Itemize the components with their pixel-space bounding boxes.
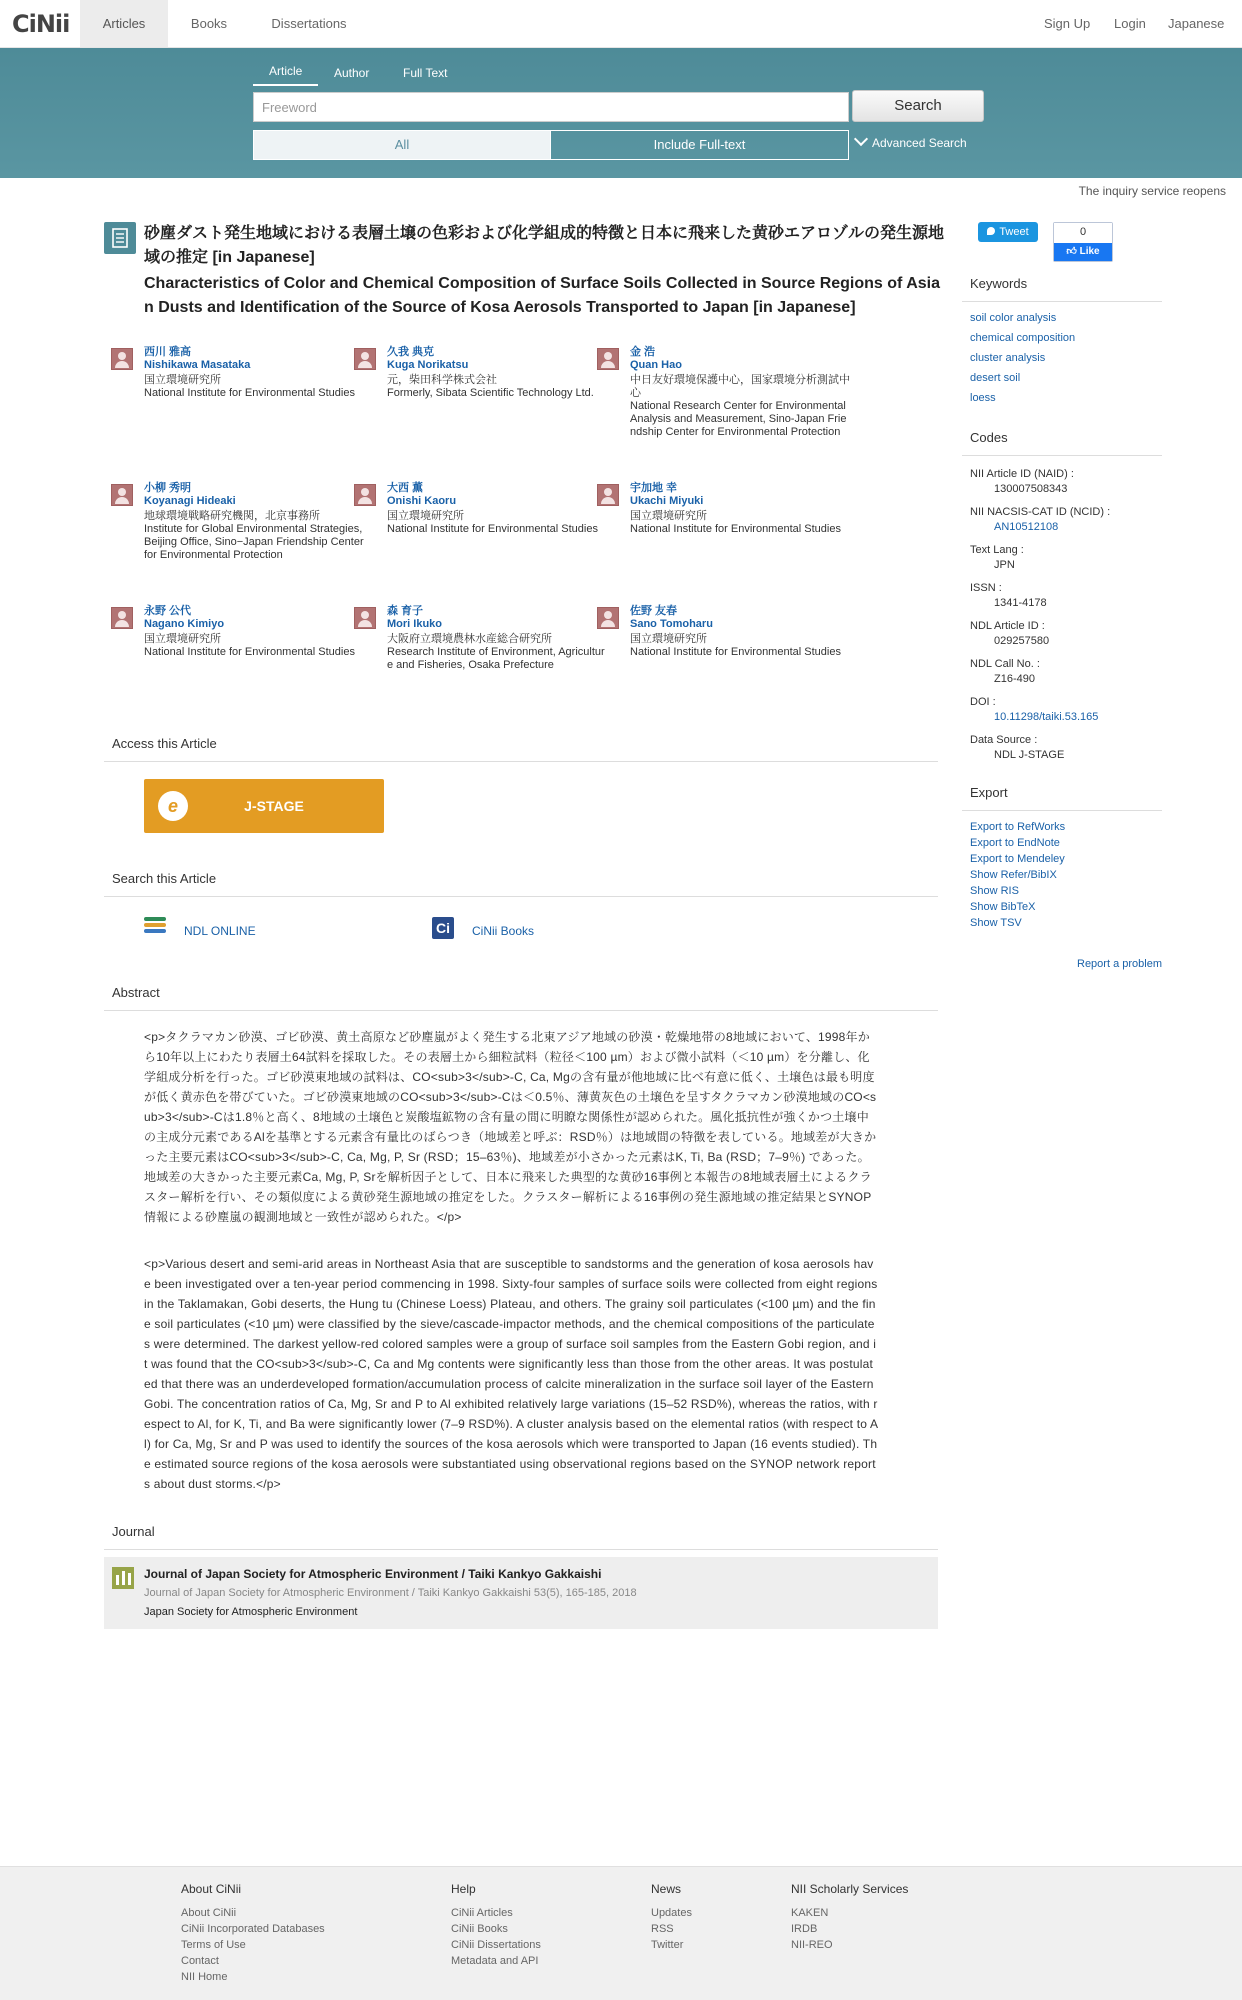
footer-link[interactable]: IRDB xyxy=(791,1923,818,1935)
avatar-icon xyxy=(354,607,376,629)
facebook-like-box[interactable] xyxy=(1053,222,1113,262)
code-value[interactable]: 10.11298/taiki.53.165 xyxy=(994,711,1099,723)
scope-all-button[interactable]: All xyxy=(253,130,551,160)
export-link[interactable]: Export to Mendeley xyxy=(970,853,1065,865)
avatar-icon xyxy=(111,484,133,506)
code-entry xyxy=(970,467,1074,497)
author-name-jp[interactable]: 佐野 友春 xyxy=(630,605,678,617)
abstract-heading: Abstract xyxy=(104,983,938,1011)
author-name-en[interactable]: Onishi Kaoru xyxy=(387,495,457,507)
journal-heading: Journal xyxy=(104,1522,938,1550)
search-button[interactable]: Search xyxy=(852,90,984,122)
footer-link[interactable]: Contact xyxy=(181,1955,219,1967)
export-link[interactable]: Export to EndNote xyxy=(970,837,1060,849)
avatar-icon xyxy=(354,348,376,370)
advanced-search-label: Advanced Search xyxy=(872,136,967,150)
code-label: NDL Article ID : xyxy=(970,620,1045,632)
advanced-search-link[interactable] xyxy=(856,136,967,150)
export-heading: Export xyxy=(962,783,1162,811)
thumbs-up-icon: 👍︎ xyxy=(1066,246,1080,257)
avatar-icon xyxy=(111,607,133,629)
tweet-label: Tweet xyxy=(999,226,1029,238)
author-affiliation: 国立環境研究所 National Institute for Environmental Studies xyxy=(144,633,355,658)
code-value[interactable]: AN10512108 xyxy=(994,521,1059,533)
abstract-en: <p>Various desert and semi-arid areas in Northeast Asia that are susceptible to sandstorms and the generation of kosa aerosols have been investigated over a ten-year period commencing in 1998. Sixty-four samples of surface soils were collected from eight regions in the Taklamakan, Gobi deserts, the Hung tu (Chinese Loess) Plateau, and others. The grainy soil particulates (<100 µm) and the fine soil particulates (<10 µm) were classified by the sieve/cascade-impactor methods, and the chemical compositions of the particulates were determined. The darkest yellow-red colored samples were a group of surface soil samples from the Eastern Gobi region, and it was found that the CO<sub>3</sub>-C, Ca and Mg contents were significantly less than those from the other areas. It was postulated that there was an underdeveloped formation/accumulation process of calcite mineralization in the surface soil layer of the Eastern Gobi. The concentration ratios of Ca, Mg, Sr and P to Al exhibited relatively large variations (15–52 RSD%), whereas the ratios, with respect to Al, for K, Ti, and Ba were significantly lower (7–9 RSD%). A cluster analysis based on the elemental ratios (with respect to Al) for Ca, Mg, Sr and P was used to identify the sources of the kosa aerosols which were transported to Japan (16 events studied). The estimated source regions of the kosa aerosols were substantiated using observational regions based on the SYNOP network reports about dust storms.</p> xyxy=(144,1257,879,1491)
code-label: Text Lang : xyxy=(970,544,1024,556)
search-tab-fulltext[interactable]: Full Text xyxy=(403,66,448,80)
nav-tab-articles[interactable]: Articles xyxy=(80,0,168,47)
code-entry xyxy=(970,543,1024,573)
author-affiliation: 元，柴田科学株式会社 Formerly, Sibata Scientific Technology Ltd. xyxy=(387,374,594,399)
ndl-icon xyxy=(144,917,168,939)
journal-box xyxy=(104,1557,938,1629)
access-heading: Access this Article xyxy=(104,734,938,762)
author-name-jp[interactable]: 久我 典克 xyxy=(387,346,435,358)
code-value: 1341-4178 xyxy=(994,597,1047,609)
keyword-link[interactable]: desert soil xyxy=(970,372,1021,384)
code-label: Data Source : xyxy=(970,734,1038,746)
export-link[interactable]: Show TSV xyxy=(970,917,1022,929)
footer-column xyxy=(181,1881,325,1985)
code-label: ISSN : xyxy=(970,582,1002,594)
language-link[interactable]: Japanese xyxy=(1168,16,1225,31)
footer-link[interactable]: Twitter xyxy=(651,1939,684,1951)
ndl-online-link[interactable]: NDL ONLINE xyxy=(184,924,256,938)
keywords-heading: Keywords xyxy=(962,274,1162,302)
code-entry xyxy=(970,581,1047,611)
code-value: 130007508343 xyxy=(994,483,1068,495)
author-card xyxy=(630,605,850,659)
code-entry xyxy=(970,695,1098,725)
author-card xyxy=(387,482,607,536)
footer-heading: News xyxy=(651,1882,682,1896)
journal-title[interactable]: Journal of Japan Society for Atmospheric Environment / Taiki Kankyo Gakkaishi xyxy=(144,1567,602,1581)
author-name-en[interactable]: Sano Tomoharu xyxy=(630,618,713,630)
author-name-en[interactable]: Koyanagi Hideaki xyxy=(144,495,236,507)
cinii-logo[interactable]: CiNii xyxy=(12,10,70,38)
code-entry xyxy=(970,505,1110,535)
avatar-icon xyxy=(354,484,376,506)
cinii-books-link[interactable]: CiNii Books xyxy=(472,924,535,938)
facebook-like-label: Like xyxy=(1079,246,1100,257)
search-input[interactable]: Freeword xyxy=(253,92,849,122)
author-card xyxy=(387,346,607,400)
cinii-books-icon: Ci xyxy=(432,917,454,939)
author-name-jp[interactable]: 西川 雅高 xyxy=(144,346,192,358)
author-name-jp[interactable]: 宇加地 幸 xyxy=(630,482,678,494)
author-name-en[interactable]: Kuga Norikatsu xyxy=(387,359,469,371)
footer-heading: Help xyxy=(451,1882,476,1896)
footer-link[interactable]: KAKEN xyxy=(791,1907,829,1919)
author-affiliation: 大阪府立環境農林水産総合研究所 Research Institute of Environment, Agriculture and Fisheries, Osaka Prefecture xyxy=(387,633,605,671)
search-article-heading: Search this Article xyxy=(104,869,938,897)
footer-column xyxy=(791,1881,908,1953)
author-name-en[interactable]: Nishikawa Masataka xyxy=(144,359,251,371)
code-entry xyxy=(970,733,1064,763)
abstract-jp: <p>タクラマカン砂漠、ゴビ砂漠、黄土高原など砂塵嵐がよく発生する北東アジア地域の砂漠・乾燥地帯の8地域において、1998年から10年以上にわたり表層土64試料を採取した。その表層土から細粒試料（粒径＜100 µm）および微小試料（＜10 µm）を分離し、化学組成分析を行った。ゴビ砂漠東地域の試料は、CO<sub>3</sub>-C, Ca, Mgの含有量が他地域に比べ有意に低く、土壌色は最も明度が低く黄赤色を帯びていた。ゴビ砂漠東地域のCO<sub>3</sub>-Cは＜0.5％、薄黄灰色の土壌色を呈すタクラマカン砂漠地域のCO<sub>3</sub>-Cは1.8％と高く、8地域の土壌色と炭酸塩鉱物の含有量の間に明瞭な関係性が認められた。風化抵抗性が強くかつ土壌中の主成分元素であるAlを基準とする元素含有量比のばらつき（地域差と呼ぶ：RSD％）は地域間の特徴を表している。地域差が大きかった主要元素はCO<sub>3</sub>-C, Ca, Mg, P, Sr (RSD；15–63％)、地域差が小さかった元素はK, Ti, Ba (RSD；7–9％) であった。地域差の大きかった主要元素Ca, Mg, P, Srを解析因子として、日本に飛来した典型的な黄砂16事例と本報告の8地域表層土によるクラスター解析を行い、その類似度による黄砂発生源地域の推定をした。クラスター解析による16事例の発生源地域の推定結果とSYNOP情報による砂塵嵐の観測地域と一致性が認められた。</p> xyxy=(144,1030,877,1224)
author-card xyxy=(630,482,850,536)
footer-link[interactable]: Terms of Use xyxy=(181,1939,246,1951)
export-link[interactable]: Show BibTeX xyxy=(970,901,1036,913)
twitter-icon xyxy=(987,227,995,235)
journal-icon xyxy=(112,1567,134,1589)
export-link[interactable]: Export to RefWorks xyxy=(970,821,1066,833)
code-entry xyxy=(970,619,1049,649)
footer-link[interactable]: CiNii Incorporated Databases xyxy=(181,1923,325,1935)
footer-link[interactable]: NII Home xyxy=(181,1971,228,1983)
footer-link[interactable]: CiNii Books xyxy=(451,1923,508,1935)
code-value: 029257580 xyxy=(994,635,1050,647)
avatar-icon xyxy=(111,348,133,370)
footer-link[interactable]: Metadata and API xyxy=(451,1955,539,1967)
author-name-jp[interactable]: 森 育子 xyxy=(387,605,424,617)
jstage-label: J-STAGE xyxy=(244,798,304,814)
journal-publisher: Japan Society for Atmospheric Environment xyxy=(144,1606,358,1618)
footer xyxy=(0,1866,1242,2000)
scope-fulltext-button[interactable]: Include Full-text xyxy=(550,130,849,160)
footer-link[interactable]: CiNii Articles xyxy=(451,1907,513,1919)
nav-tab-books[interactable]: Books xyxy=(190,16,228,31)
footer-column xyxy=(451,1881,541,1969)
author-affiliation: 中日友好環境保護中心，国家環境分析測試中心 National Research Center for Environmental Analysis and Measurement, Sino-Japan Friendship Center for Environmental Protection xyxy=(630,374,850,438)
author-affiliation: 国立環境研究所 National Institute for Environmental Studies xyxy=(630,510,841,535)
jstage-button[interactable] xyxy=(144,779,384,833)
footer-link[interactable]: CiNii Dissertations xyxy=(451,1939,541,1951)
author-card xyxy=(144,482,364,562)
author-card xyxy=(144,605,364,659)
avatar-icon xyxy=(597,348,619,370)
author-card xyxy=(144,346,364,400)
login-link[interactable]: Login xyxy=(1114,16,1146,31)
search-tab-author[interactable]: Author xyxy=(334,66,370,80)
nav-tab-dissertations[interactable]: Dissertations xyxy=(271,16,347,31)
top-nav xyxy=(0,0,1242,48)
footer-heading: About CiNii xyxy=(181,1882,242,1896)
article-title-jp: 砂塵ダスト発生地域における表層土壌の色彩および化学組成的特徴と日本に飛来した黄砂エアロゾルの発生源地域の推定 [in Japanese] xyxy=(144,225,945,266)
code-value: NDL J-STAGE xyxy=(994,749,1065,761)
jstage-icon: e xyxy=(158,791,188,821)
author-name-en[interactable]: Quan Hao xyxy=(630,359,682,371)
author-name-en[interactable]: Nagano Kimiyo xyxy=(144,618,225,630)
footer-link[interactable]: NII-REO xyxy=(791,1939,833,1951)
keyword-link[interactable]: loess xyxy=(970,392,996,404)
search-tab-article[interactable]: Article xyxy=(253,64,318,86)
footer-link[interactable]: About CiNii xyxy=(181,1907,237,1919)
author-affiliation: 地球環境戦略研究機関，北京事務所 Institute for Global Environmental Strategies, Beijing Office, Sino−Japan Friendship Center for Environmental Protection xyxy=(144,510,364,561)
author-name-en[interactable]: Ukachi Miyuki xyxy=(630,495,704,507)
facebook-like-button[interactable] xyxy=(1054,243,1112,261)
code-label: NII Article ID (NAID) : xyxy=(970,468,1074,480)
export-link[interactable]: Show Refer/BibIX xyxy=(970,869,1057,881)
footer-link[interactable]: Updates xyxy=(651,1907,692,1919)
tweet-button[interactable] xyxy=(978,222,1038,242)
inquiry-notice[interactable]: The inquiry service reopens xyxy=(1078,184,1226,198)
author-card xyxy=(387,605,607,672)
code-value: JPN xyxy=(994,559,1015,571)
keyword-link[interactable]: cluster analysis xyxy=(970,352,1046,364)
author-name-jp[interactable]: 小柳 秀明 xyxy=(144,482,192,494)
footer-column xyxy=(651,1881,692,1953)
author-name-jp[interactable]: 永野 公代 xyxy=(144,605,192,617)
code-value: Z16-490 xyxy=(994,673,1035,685)
keyword-link[interactable]: chemical composition xyxy=(970,332,1076,344)
author-name-jp[interactable]: 金 浩 xyxy=(630,346,656,358)
sign-up-link[interactable]: Sign Up xyxy=(1044,16,1091,31)
facebook-like-count: 0 xyxy=(1054,223,1112,241)
journal-citation: Journal of Japan Society for Atmospheric Environment / Taiki Kankyo Gakkaishi 53(5), 165-185, 2018 xyxy=(144,1587,637,1599)
report-problem-link[interactable]: Report a problem xyxy=(1077,958,1162,970)
code-entry xyxy=(970,657,1040,687)
author-name-en[interactable]: Mori Ikuko xyxy=(387,618,443,630)
author-affiliation: 国立環境研究所 National Institute for Environmental Studies xyxy=(387,510,598,535)
avatar-icon xyxy=(597,607,619,629)
codes-heading: Codes xyxy=(962,428,1162,456)
author-affiliation: 国立環境研究所 National Institute for Environmental Studies xyxy=(630,633,841,658)
keyword-link[interactable]: soil color analysis xyxy=(970,312,1057,324)
article-title-en: Characteristics of Color and Chemical Composition of Surface Soils Collected in Source Regions of Asian Dusts and Identification of the Source of Kosa Aerosols Transported to Japan [in Japanese] xyxy=(144,275,941,316)
document-icon xyxy=(104,222,136,254)
code-label: DOI : xyxy=(970,696,996,708)
footer-heading: NII Scholarly Services xyxy=(791,1882,909,1896)
author-affiliation: 国立環境研究所 National Institute for Environmental Studies xyxy=(144,374,355,399)
code-label: NDL Call No. : xyxy=(970,658,1040,670)
code-label: NII NACSIS-CAT ID (NCID) : xyxy=(970,506,1111,518)
author-card xyxy=(630,346,850,439)
footer-link[interactable]: RSS xyxy=(651,1923,674,1935)
author-name-jp[interactable]: 大西 薫 xyxy=(387,482,424,494)
avatar-icon xyxy=(597,484,619,506)
export-link[interactable]: Show RIS xyxy=(970,885,1019,897)
